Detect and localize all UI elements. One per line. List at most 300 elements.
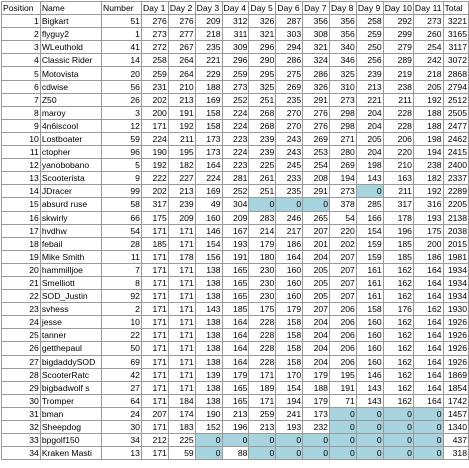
cell-name[interactable]: ScooterRatc: [40, 368, 101, 381]
cell-name[interactable]: Classic Rider: [40, 54, 101, 67]
cell-day-4[interactable]: 223: [222, 159, 249, 172]
cell-day-7[interactable]: 179: [303, 394, 330, 407]
cell-name[interactable]: svhess: [40, 303, 101, 316]
cell-day-7[interactable]: 204: [303, 329, 330, 342]
cell-name[interactable]: Scooterista: [40, 172, 101, 185]
cell-name[interactable]: SOD_Justin: [40, 290, 101, 303]
cell-day-10[interactable]: 228: [383, 106, 413, 119]
cell-day-11[interactable]: 164: [413, 316, 443, 329]
cell-day-3[interactable]: 158: [195, 119, 222, 132]
cell-day-6[interactable]: 158: [276, 316, 303, 329]
cell-day-11[interactable]: 242: [413, 54, 443, 67]
cell-day-10[interactable]: 206: [383, 132, 413, 145]
cell-day-1[interactable]: 192: [141, 159, 168, 172]
cell-number[interactable]: 96: [102, 146, 142, 159]
cell-day-7[interactable]: 205: [303, 276, 330, 289]
cell-day-9[interactable]: 158: [356, 303, 383, 316]
cell-day-2[interactable]: 209: [168, 211, 195, 224]
cell-day-2[interactable]: 213: [168, 93, 195, 106]
cell-day-4[interactable]: 164: [222, 316, 249, 329]
cell-day-5[interactable]: 251: [249, 185, 276, 198]
column-header-day-11[interactable]: Day 11: [414, 3, 442, 14]
cell-day-1[interactable]: 171: [141, 224, 168, 237]
cell-number[interactable]: 26: [102, 93, 142, 106]
cell-name[interactable]: jesse: [40, 316, 101, 329]
cell-day-6[interactable]: 179: [276, 303, 303, 316]
cell-day-11[interactable]: 164: [413, 276, 443, 289]
cell-position[interactable]: 20: [2, 263, 41, 276]
cell-position[interactable]: 14: [2, 185, 41, 198]
cell-day-11[interactable]: 193: [413, 211, 443, 224]
cell-day-4[interactable]: 0: [222, 434, 249, 447]
cell-day-6[interactable]: 0: [276, 198, 303, 211]
cell-day-11[interactable]: 260: [413, 28, 443, 41]
cell-day-4[interactable]: 224: [222, 146, 249, 159]
cell-day-5[interactable]: 326: [249, 15, 276, 28]
cell-day-8[interactable]: 220: [329, 224, 356, 237]
cell-number[interactable]: 54: [102, 224, 142, 237]
cell-total[interactable]: 2505: [443, 106, 468, 119]
cell-position[interactable]: 33: [2, 434, 41, 447]
cell-day-9[interactable]: 154: [356, 224, 383, 237]
cell-day-3[interactable]: 221: [195, 54, 222, 67]
cell-day-6[interactable]: 245: [276, 159, 303, 172]
cell-day-4[interactable]: 252: [222, 93, 249, 106]
cell-name[interactable]: absurd ruse: [40, 198, 101, 211]
cell-day-3[interactable]: 152: [195, 421, 222, 434]
cell-position[interactable]: 30: [2, 394, 41, 407]
cell-day-8[interactable]: 310: [329, 80, 356, 93]
cell-day-10[interactable]: 162: [383, 342, 413, 355]
cell-day-1[interactable]: 231: [141, 80, 168, 93]
cell-day-3[interactable]: 218: [195, 28, 222, 41]
cell-day-5[interactable]: 179: [249, 237, 276, 250]
cell-number[interactable]: 8: [102, 276, 142, 289]
cell-day-4[interactable]: 281: [222, 172, 249, 185]
cell-day-3[interactable]: 146: [195, 224, 222, 237]
cell-day-10[interactable]: 176: [383, 303, 413, 316]
cell-day-11[interactable]: 188: [413, 119, 443, 132]
cell-day-11[interactable]: 164: [413, 329, 443, 342]
cell-day-3[interactable]: 229: [195, 67, 222, 80]
cell-day-1[interactable]: 190: [141, 146, 168, 159]
cell-name[interactable]: cdwise: [40, 80, 101, 93]
cell-day-2[interactable]: 171: [168, 224, 195, 237]
cell-day-1[interactable]: 171: [141, 119, 168, 132]
cell-number[interactable]: 99: [102, 185, 142, 198]
cell-day-2[interactable]: 59: [168, 447, 195, 460]
cell-day-10[interactable]: 162: [383, 394, 413, 407]
cell-day-1[interactable]: 202: [141, 93, 168, 106]
cell-day-7[interactable]: 269: [303, 132, 330, 145]
cell-number[interactable]: 42: [102, 368, 142, 381]
cell-total[interactable]: 1869: [443, 368, 468, 381]
cell-day-2[interactable]: 211: [168, 132, 195, 145]
cell-day-10[interactable]: 162: [383, 263, 413, 276]
cell-number[interactable]: 64: [102, 394, 142, 407]
column-header-number[interactable]: Number: [102, 2, 142, 15]
cell-day-3[interactable]: 158: [195, 106, 222, 119]
cell-day-7[interactable]: 204: [303, 250, 330, 263]
cell-day-5[interactable]: 325: [249, 80, 276, 93]
cell-day-2[interactable]: 171: [168, 276, 195, 289]
cell-day-3[interactable]: 138: [195, 355, 222, 368]
cell-day-4[interactable]: 164: [222, 355, 249, 368]
cell-day-7[interactable]: 179: [303, 368, 330, 381]
cell-day-9[interactable]: 166: [356, 211, 383, 224]
cell-day-5[interactable]: 239: [249, 132, 276, 145]
cell-position[interactable]: 32: [2, 421, 41, 434]
cell-total[interactable]: 3165: [443, 28, 468, 41]
cell-day-7[interactable]: 308: [303, 28, 330, 41]
cell-day-9[interactable]: 161: [356, 290, 383, 303]
cell-day-2[interactable]: 195: [168, 146, 195, 159]
cell-day-10[interactable]: 289: [383, 54, 413, 67]
cell-day-2[interactable]: 183: [168, 421, 195, 434]
cell-number[interactable]: 11: [102, 250, 142, 263]
cell-day-9[interactable]: 159: [356, 250, 383, 263]
cell-day-10[interactable]: 162: [383, 276, 413, 289]
cell-day-7[interactable]: 276: [303, 119, 330, 132]
cell-day-9[interactable]: 198: [356, 159, 383, 172]
cell-number[interactable]: 7: [102, 263, 142, 276]
cell-day-6[interactable]: 186: [276, 237, 303, 250]
cell-day-4[interactable]: 165: [222, 276, 249, 289]
cell-total[interactable]: 3221: [443, 15, 468, 28]
cell-day-11[interactable]: 182: [413, 172, 443, 185]
cell-day-3[interactable]: 156: [195, 250, 222, 263]
cell-total[interactable]: 2415: [443, 146, 468, 159]
cell-day-10[interactable]: 211: [383, 185, 413, 198]
cell-name[interactable]: tanner: [40, 329, 101, 342]
cell-day-8[interactable]: 207: [329, 276, 356, 289]
column-header-position[interactable]: Position: [2, 2, 41, 15]
cell-number[interactable]: 2: [102, 303, 142, 316]
cell-day-1[interactable]: 171: [141, 316, 168, 329]
cell-day-5[interactable]: 268: [249, 119, 276, 132]
cell-name[interactable]: flyguy2: [40, 28, 101, 41]
cell-day-5[interactable]: 228: [249, 342, 276, 355]
cell-day-6[interactable]: 233: [276, 172, 303, 185]
cell-position[interactable]: 12: [2, 159, 41, 172]
cell-day-6[interactable]: 286: [276, 54, 303, 67]
cell-day-10[interactable]: 162: [383, 290, 413, 303]
cell-day-9[interactable]: 160: [356, 329, 383, 342]
cell-day-3[interactable]: 0: [195, 447, 222, 460]
cell-day-2[interactable]: 171: [168, 381, 195, 394]
cell-name[interactable]: bpgolf150: [40, 434, 101, 447]
column-header-day-5[interactable]: Day 5: [249, 2, 276, 15]
cell-day-6[interactable]: 243: [276, 132, 303, 145]
cell-day-2[interactable]: 171: [168, 263, 195, 276]
cell-day-5[interactable]: 261: [249, 172, 276, 185]
cell-day-6[interactable]: 158: [276, 342, 303, 355]
cell-day-7[interactable]: 0: [303, 447, 330, 460]
cell-day-10[interactable]: 299: [383, 28, 413, 41]
cell-day-2[interactable]: 264: [168, 54, 195, 67]
cell-day-9[interactable]: 143: [356, 172, 383, 185]
cell-name[interactable]: yanobobano: [40, 159, 101, 172]
cell-total[interactable]: 2289: [443, 185, 468, 198]
cell-day-7[interactable]: 205: [303, 290, 330, 303]
cell-day-9[interactable]: 0: [356, 421, 383, 434]
cell-position[interactable]: 25: [2, 329, 41, 342]
cell-number[interactable]: 51: [102, 15, 142, 28]
cell-number[interactable]: 28: [102, 237, 142, 250]
cell-day-11[interactable]: 273: [413, 15, 443, 28]
cell-day-3[interactable]: 138: [195, 263, 222, 276]
cell-day-8[interactable]: 378: [329, 198, 356, 211]
cell-day-6[interactable]: 287: [276, 15, 303, 28]
cell-day-3[interactable]: 235: [195, 41, 222, 54]
cell-day-4[interactable]: 309: [222, 41, 249, 54]
cell-number[interactable]: 92: [102, 290, 142, 303]
cell-day-7[interactable]: 254: [303, 159, 330, 172]
cell-day-3[interactable]: 154: [195, 237, 222, 250]
cell-position[interactable]: 9: [2, 119, 41, 132]
cell-day-5[interactable]: 295: [249, 67, 276, 80]
cell-day-5[interactable]: 230: [249, 263, 276, 276]
cell-day-8[interactable]: 298: [329, 119, 356, 132]
cell-day-3[interactable]: 138: [195, 342, 222, 355]
cell-day-5[interactable]: 171: [249, 394, 276, 407]
cell-position[interactable]: 16: [2, 211, 41, 224]
cell-day-9[interactable]: 259: [356, 28, 383, 41]
cell-day-3[interactable]: 0: [195, 434, 222, 447]
cell-day-3[interactable]: 138: [195, 316, 222, 329]
cell-day-11[interactable]: 164: [413, 355, 443, 368]
cell-total[interactable]: 2462: [443, 132, 468, 145]
cell-day-7[interactable]: 232: [303, 421, 330, 434]
cell-day-7[interactable]: 188: [303, 381, 330, 394]
cell-name[interactable]: skwirly: [40, 211, 101, 224]
cell-total[interactable]: 2868: [443, 67, 468, 80]
cell-day-8[interactable]: 356: [329, 28, 356, 41]
cell-position[interactable]: 2: [2, 28, 41, 41]
cell-day-2[interactable]: 171: [168, 368, 195, 381]
cell-day-7[interactable]: 321: [303, 41, 330, 54]
cell-number[interactable]: 13: [102, 447, 142, 460]
cell-day-8[interactable]: 54: [329, 211, 356, 224]
cell-day-11[interactable]: 254: [413, 41, 443, 54]
column-header-day-9[interactable]: Day 9: [356, 2, 383, 15]
cell-day-11[interactable]: 192: [413, 185, 443, 198]
cell-day-8[interactable]: 71: [329, 394, 356, 407]
cell-day-10[interactable]: 0: [383, 421, 413, 434]
cell-day-5[interactable]: 259: [249, 407, 276, 420]
cell-day-5[interactable]: 189: [249, 381, 276, 394]
cell-name[interactable]: Bigkart: [40, 15, 101, 28]
cell-total[interactable]: 1854: [443, 381, 468, 394]
cell-position[interactable]: 5: [2, 67, 41, 80]
cell-day-1[interactable]: 273: [141, 28, 168, 41]
cell-day-2[interactable]: 264: [168, 67, 195, 80]
cell-day-3[interactable]: 138: [195, 381, 222, 394]
cell-position[interactable]: 17: [2, 224, 41, 237]
cell-day-8[interactable]: 207: [329, 290, 356, 303]
cell-day-9[interactable]: 285: [356, 198, 383, 211]
cell-day-8[interactable]: 0: [329, 421, 356, 434]
cell-day-4[interactable]: 213: [222, 407, 249, 420]
cell-name[interactable]: hvdhw: [40, 224, 101, 237]
cell-day-6[interactable]: 164: [276, 250, 303, 263]
cell-day-6[interactable]: 154: [276, 381, 303, 394]
cell-number[interactable]: 56: [102, 80, 142, 93]
cell-day-1[interactable]: 171: [141, 447, 168, 460]
cell-day-6[interactable]: 235: [276, 93, 303, 106]
cell-day-2[interactable]: 192: [168, 119, 195, 132]
cell-day-2[interactable]: 171: [168, 237, 195, 250]
cell-day-9[interactable]: 143: [356, 381, 383, 394]
cell-position[interactable]: 28: [2, 368, 41, 381]
cell-day-6[interactable]: 193: [276, 421, 303, 434]
cell-total[interactable]: 1340: [443, 421, 468, 434]
cell-day-4[interactable]: 179: [222, 368, 249, 381]
cell-day-8[interactable]: 191: [329, 381, 356, 394]
cell-number[interactable]: 9: [102, 172, 142, 185]
cell-day-9[interactable]: 213: [356, 80, 383, 93]
cell-number[interactable]: 20: [102, 67, 142, 80]
cell-position[interactable]: 31: [2, 407, 41, 420]
cell-day-11[interactable]: 218: [413, 67, 443, 80]
cell-day-2[interactable]: 182: [168, 159, 195, 172]
cell-day-7[interactable]: 0: [303, 434, 330, 447]
cell-number[interactable]: 30: [102, 421, 142, 434]
cell-day-1[interactable]: 171: [141, 303, 168, 316]
cell-day-6[interactable]: 246: [276, 211, 303, 224]
cell-day-4[interactable]: 191: [222, 250, 249, 263]
cell-day-10[interactable]: 178: [383, 211, 413, 224]
cell-day-1[interactable]: 272: [141, 41, 168, 54]
cell-day-8[interactable]: 273: [329, 93, 356, 106]
cell-number[interactable]: 5: [102, 159, 142, 172]
cell-day-6[interactable]: 160: [276, 263, 303, 276]
cell-day-9[interactable]: 204: [356, 119, 383, 132]
cell-day-2[interactable]: 171: [168, 329, 195, 342]
cell-day-10[interactable]: 279: [383, 41, 413, 54]
cell-day-1[interactable]: 224: [141, 132, 168, 145]
cell-name[interactable]: bman: [40, 407, 101, 420]
cell-day-6[interactable]: 194: [276, 394, 303, 407]
cell-total[interactable]: 2205: [443, 198, 468, 211]
cell-name[interactable]: Mike Smith: [40, 250, 101, 263]
cell-day-5[interactable]: 230: [249, 276, 276, 289]
cell-day-2[interactable]: 174: [168, 407, 195, 420]
cell-day-11[interactable]: 164: [413, 381, 443, 394]
cell-position[interactable]: 3: [2, 41, 41, 54]
cell-day-10[interactable]: 219: [383, 67, 413, 80]
cell-total[interactable]: 1934: [443, 290, 468, 303]
cell-total[interactable]: 3072: [443, 54, 468, 67]
cell-day-4[interactable]: 304: [222, 198, 249, 211]
cell-day-2[interactable]: 171: [168, 355, 195, 368]
cell-day-4[interactable]: 312: [222, 15, 249, 28]
cell-position[interactable]: 19: [2, 250, 41, 263]
cell-total[interactable]: 1926: [443, 355, 468, 368]
cell-day-11[interactable]: 164: [413, 290, 443, 303]
cell-position[interactable]: 6: [2, 80, 41, 93]
cell-day-8[interactable]: 195: [329, 368, 356, 381]
cell-day-4[interactable]: 224: [222, 119, 249, 132]
cell-day-5[interactable]: 225: [249, 159, 276, 172]
cell-day-5[interactable]: 251: [249, 93, 276, 106]
column-header-name[interactable]: Name: [40, 2, 101, 15]
cell-day-2[interactable]: 267: [168, 41, 195, 54]
cell-day-9[interactable]: 256: [356, 54, 383, 67]
cell-day-1[interactable]: 276: [141, 15, 168, 28]
cell-position[interactable]: 15: [2, 198, 41, 211]
cell-day-4[interactable]: 224: [222, 106, 249, 119]
cell-total[interactable]: 1930: [443, 303, 468, 316]
cell-day-9[interactable]: 160: [356, 355, 383, 368]
cell-day-6[interactable]: 275: [276, 67, 303, 80]
cell-day-5[interactable]: 290: [249, 54, 276, 67]
cell-day-5[interactable]: 180: [249, 250, 276, 263]
cell-total[interactable]: 1457: [443, 407, 468, 420]
cell-day-9[interactable]: 250: [356, 41, 383, 54]
cell-day-4[interactable]: 165: [222, 394, 249, 407]
cell-day-5[interactable]: 228: [249, 316, 276, 329]
cell-day-2[interactable]: 213: [168, 185, 195, 198]
cell-day-1[interactable]: 171: [141, 368, 168, 381]
cell-day-2[interactable]: 171: [168, 342, 195, 355]
cell-total[interactable]: 2337: [443, 172, 468, 185]
cell-day-3[interactable]: 138: [195, 276, 222, 289]
cell-number[interactable]: 59: [102, 132, 142, 145]
cell-day-4[interactable]: 185: [222, 303, 249, 316]
cell-name[interactable]: WLeuthold: [40, 41, 101, 54]
cell-day-10[interactable]: 292: [383, 15, 413, 28]
column-header-day-3[interactable]: Day 3: [195, 2, 222, 15]
cell-day-10[interactable]: 211: [383, 93, 413, 106]
cell-position[interactable]: 8: [2, 106, 41, 119]
cell-day-5[interactable]: 171: [249, 368, 276, 381]
cell-day-4[interactable]: 167: [222, 224, 249, 237]
cell-day-9[interactable]: 161: [356, 276, 383, 289]
cell-day-5[interactable]: 0: [249, 447, 276, 460]
cell-day-10[interactable]: 163: [383, 172, 413, 185]
cell-day-5[interactable]: 228: [249, 329, 276, 342]
cell-day-9[interactable]: 221: [356, 93, 383, 106]
cell-day-7[interactable]: 326: [303, 80, 330, 93]
cell-total[interactable]: 2138: [443, 211, 468, 224]
cell-day-3[interactable]: 173: [195, 132, 222, 145]
cell-day-9[interactable]: 0: [356, 407, 383, 420]
cell-total[interactable]: 1934: [443, 276, 468, 289]
cell-name[interactable]: bigbadwolf s: [40, 381, 101, 394]
cell-day-5[interactable]: 230: [249, 290, 276, 303]
cell-day-11[interactable]: 192: [413, 93, 443, 106]
cell-name[interactable]: maroy: [40, 106, 101, 119]
cell-day-1[interactable]: 207: [141, 407, 168, 420]
cell-name[interactable]: Sheepdog: [40, 421, 101, 434]
cell-number[interactable]: 66: [102, 211, 142, 224]
cell-day-3[interactable]: 224: [195, 172, 222, 185]
cell-day-5[interactable]: 296: [249, 41, 276, 54]
cell-day-7[interactable]: 207: [303, 303, 330, 316]
cell-day-3[interactable]: 139: [195, 368, 222, 381]
cell-total[interactable]: 3117: [443, 41, 468, 54]
cell-day-6[interactable]: 170: [276, 368, 303, 381]
cell-day-4[interactable]: 209: [222, 211, 249, 224]
cell-day-10[interactable]: 0: [383, 447, 413, 460]
cell-day-4[interactable]: 88: [222, 447, 249, 460]
cell-day-7[interactable]: 0: [303, 198, 330, 211]
cell-day-5[interactable]: 214: [249, 224, 276, 237]
cell-day-8[interactable]: 346: [329, 54, 356, 67]
cell-day-4[interactable]: 165: [222, 263, 249, 276]
cell-day-7[interactable]: 276: [303, 106, 330, 119]
